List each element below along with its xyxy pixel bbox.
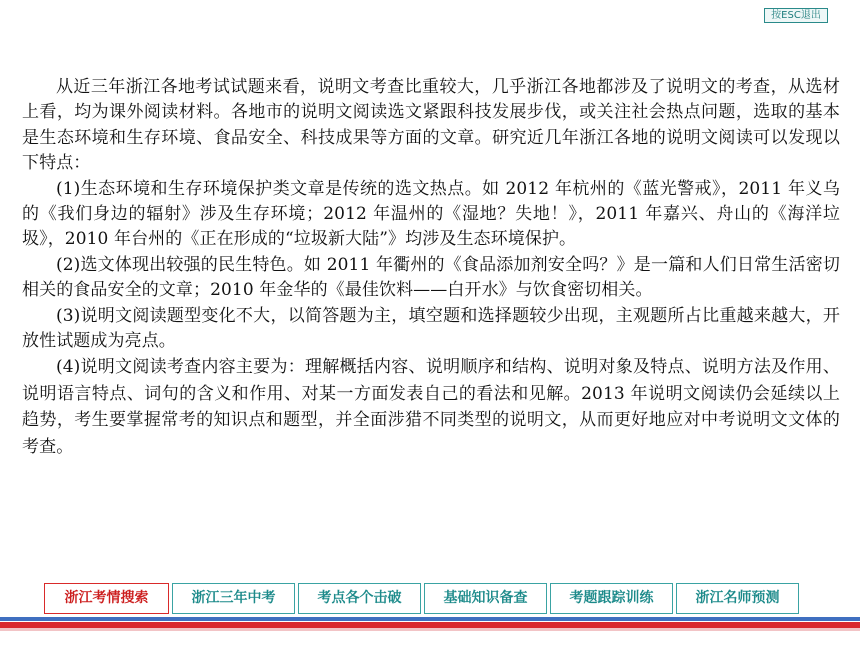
- tab-basic-knowledge[interactable]: 基础知识备查: [424, 583, 547, 614]
- intro-paragraph: 从近三年浙江各地考试试题来看，说明文考查比重较大，几乎浙江各地都涉及了说明文的考查，从选材上看，均为课外阅读材料。各地市的说明文阅读选文紧跟科技发展步伐，或关注社会热点问题，选取的基本是生态环境和生存环境、食品安全、科技成果等方面的文章。研究近几年浙江各地的说明文阅读可以发现以下特点：: [22, 77, 840, 174]
- exit-esc-button[interactable]: 按ESC退出: [764, 8, 828, 23]
- tab-key-points[interactable]: 考点各个击破: [298, 583, 421, 614]
- tab-zhejiang-exam-search[interactable]: 浙江考情搜索: [44, 583, 169, 614]
- footer-shadow-stripe: [0, 628, 860, 631]
- point-4-paragraph: (4)说明文阅读考查内容主要为：理解概括内容、说明顺序和结构、说明对象及特点、说明方法及作用、说明语言特点、词句的含义和作用、对某一方面发表自己的看法和见解。2013 年说明文阅读仍会延续以上趋势，考生要掌握常考的知识点和题型，并全面涉猎不同类型的说明文，从而更好地应对中考说明文文体的考查。: [22, 357, 840, 457]
- point-1-paragraph: (1)生态环境和生存环境保护类文章是传统的选文热点。如 2012 年杭州的《蓝光警戒》，2011 年义乌的《我们身边的辐射》涉及生存环境；2012 年温州的《湿地？失地！》，2011 年嘉兴、舟山的《海洋垃圾》，2010 年台州的《正在形成的“垃圾新大陆”》均涉及生态环境保护。: [22, 178, 840, 250]
- point-2-paragraph: (2)选文体现出较强的民生特色。如 2011 年衢州的《食品添加剂安全吗？》是一篇和人们日常生活密切相关的食品安全的文章；2010 年金华的《最佳饮料——白开水》与饮食密切相关。: [22, 254, 840, 301]
- tab-zhejiang-three-years[interactable]: 浙江三年中考: [172, 583, 295, 614]
- point-3-paragraph: (3)说明文阅读题型变化不大，以简答题为主，填空题和选择题较少出现，主观题所占比重越来越大，开放性试题成为亮点。: [22, 305, 840, 352]
- bottom-navigation: [44, 583, 799, 614]
- tab-follow-up-training[interactable]: 考题跟踪训练: [550, 583, 673, 614]
- footer-blue-stripe: [0, 617, 860, 621]
- tab-teacher-forecast[interactable]: 浙江名师预测: [676, 583, 799, 614]
- main-text-content: [22, 75, 840, 460]
